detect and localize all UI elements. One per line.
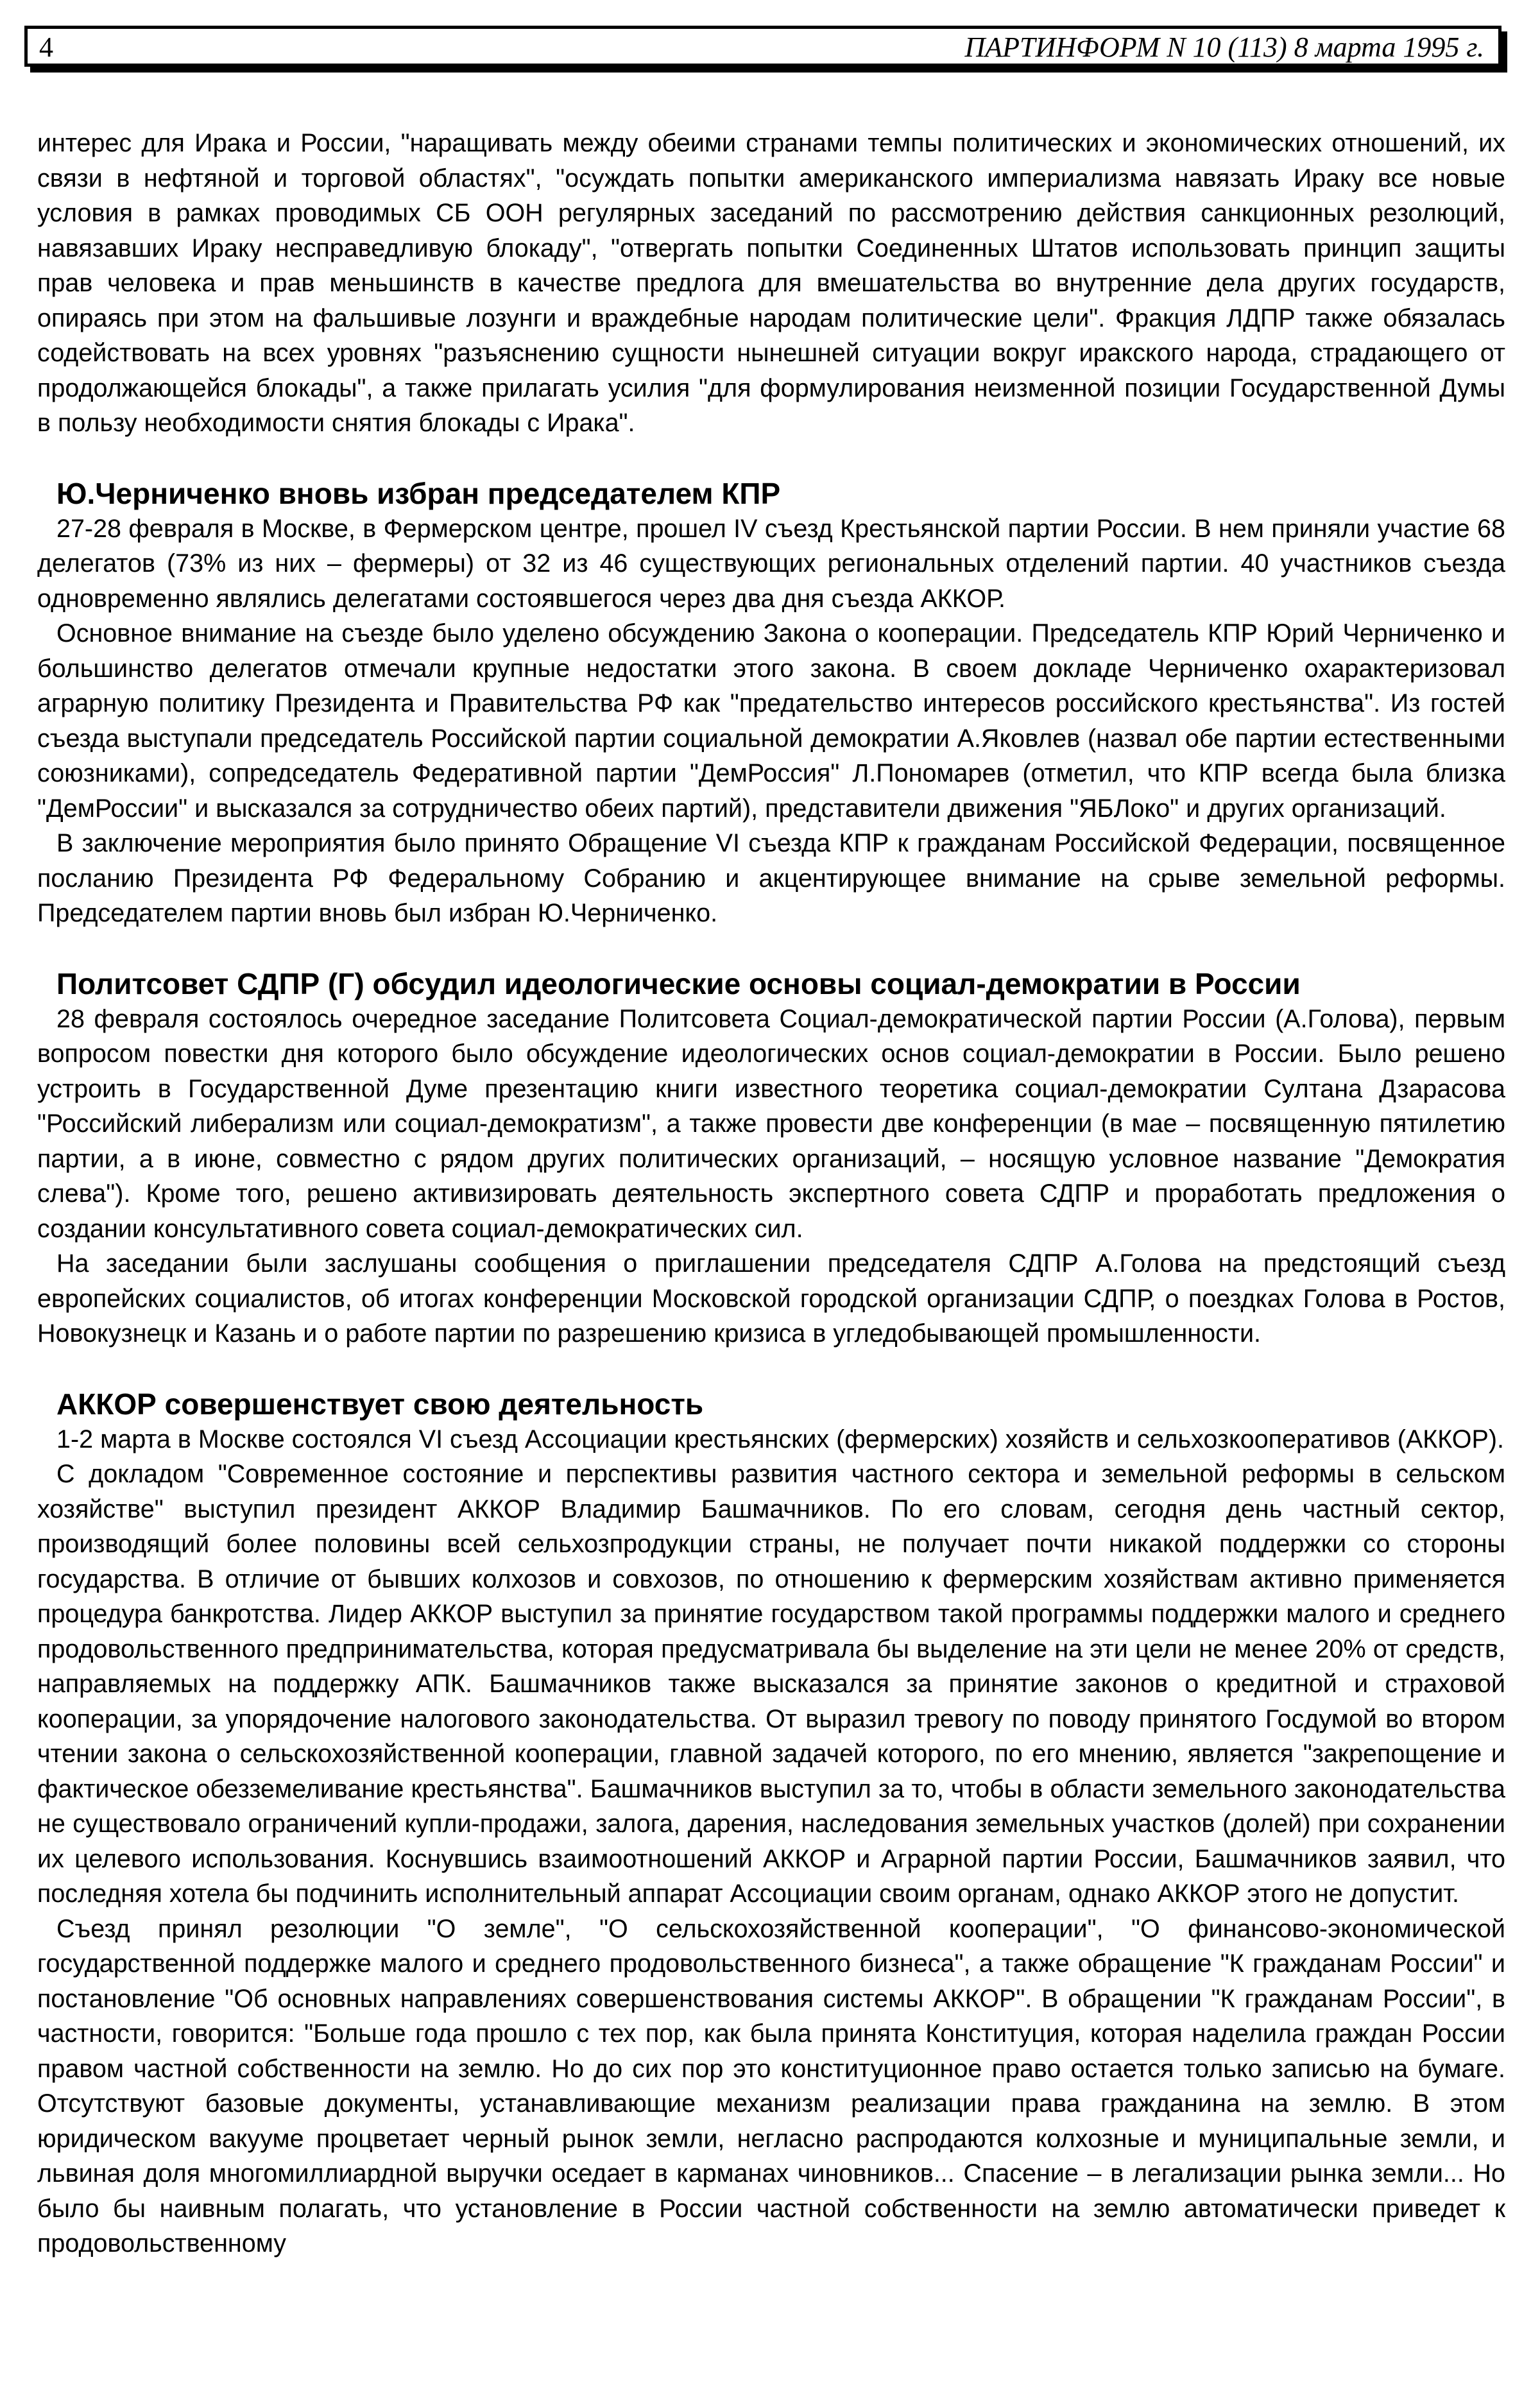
intro-paragraph: интерес для Ирака и России, "наращивать между обеими странами темпы политических и экономических отношений, их связи в нефтяной и торговой областях", "осуждать попытки американского империализма навязать Ираку все новые условия в рамках проводимых СБ ООН регулярных заседаний по рассмотрению действия санкционных резолюций, навязавших Ираку несправедливую блокаду", "отвергать попытки Соединенных Штатов использовать принцип защиты прав человека и прав меньшинств в качестве предлога для вмешательства во внутренние дела других государств, опираясь при этом на фальшивые лозунги и враждебные народам политические цели". Фракция ЛДПР также обязалась содействовать на всех уровнях "разъяснению сущности нынешней ситуации вокруг иракского народа, страдающего от продолжающейся блокады", а также прилагать усилия "для формулирования неизменной позиции Государственной Думы в пользу необходимости снятия блокады с Ирака". [37, 129, 1505, 437]
article-paragraph: В заключение мероприятия было принято Обращение VI съезда КПР к гражданам Российской Федерации, посвященное посланию Президента РФ Федеральному Собранию и акцентирующее внимание на срыве земельной реформы. Председателем партии вновь был избран Ю.Черниченко. [37, 829, 1505, 927]
issue-title: ПАРТИНФОРМ N 10 (113) 8 марта 1995 г. [964, 31, 1484, 63]
page-header [24, 26, 1502, 67]
section-gap [37, 1351, 1505, 1386]
section-gap [37, 441, 1505, 476]
article-title: Ю.Черниченко вновь избран председателем КПР [56, 476, 781, 510]
article-paragraph: 1-2 марта в Москве состоялся VI съезд Ассоциации крестьянских (фермерских) хозяйств и сельхозкооперативов (АККОР). [56, 1425, 1504, 1453]
section-gap [37, 931, 1505, 966]
article-paragraph: Съезд принял резолюции "О земле", "О сельскохозяйственной кооперации", "О финансово-экономической государственной поддержке малого и среднего продовольственного бизнеса", а также обращение "К гражданам России" и постановление "Об основных направлениях совершенствования системы АККОР". В обращении "К гражданам России", в частности, говорится: "Больше года прошло с тех пор, как была принята Конституция, которая наделила граждан России правом частной собственности на землю. Но до сих пор это конституционное право остается только записью на бумаге. Отсутствуют базовые документы, устанавливающие механизм реализации права гражданина на землю. В этом юридическом вакууме процветает черный рынок земли, негласно распродаются колхозные и муниципальные земли, и львиная доля многомиллиардной выручки оседает в карманах чиновников... Спасение – в легализации рынка земли... Но было бы наивным полагать, что установление в России частной собственности на землю автоматически приведет к продовольственному [37, 1914, 1505, 2258]
article-paragraph: С докладом "Современное состояние и перспективы развития частного сектора и земельной реформы в сельском хозяйстве" выступил президент АККОР Владимир Башмачников. По его словам, сегодня день частный сектор, производящий более половины всей сельхозпродукции страны, не получает почти никакой поддержки со стороны государства. В отличие от бывших колхозов и совхозов, по отношению к фермерским хозяйствам активно применяется процедура банкротства. Лидер АККОР выступил за принятие государством такой программы поддержки малого и среднего продовольственного предпринимательства, которая предусматривала бы выделение на эти цели не менее 20% от средств, направляемых на поддержку АПК. Башмачников также высказался за принятие законов о кредитной и страховой кооперации, за упорядочение налогового законодательства. От выразил тревогу по поводу принятого Госдумой во втором чтении закона о сельскохозяйственной кооперации, главной задачей которого, по его мнению, является "закрепощение и фактическое обезземеливание крестьянства". Башмачников выступил за то, чтобы в области земельного законодательства не существовало ограничений купли-продажи, залога, дарения, наследования земельных участков (долей) при сохранении их целевого использования. Коснувшись взаимоотношений АККОР и Аграрной партии России, Башмачников заявил, что последняя хотела бы подчинить исполнительный аппарат Ассоциации своим органам, однако АККОР этого не допустит. [37, 1460, 1505, 1908]
article-paragraph: На заседании были заслушаны сообщения о приглашении председателя СДПР А.Голова на предстоящий съезд европейских социалистов, об итогах конференции Московской городской организации СДПР, о поездках Голова в Ростов, Новокузнецк и Казань и о работе партии по разрешению кризиса в угледобывающей промышленности. [37, 1249, 1505, 1348]
article-body [37, 126, 1505, 2261]
article-paragraph: Основное внимание на съезде было уделено обсуждению Закона о кооперации. Председатель КПР Юрий Черниченко и большинство делегатов отмечали крупные недостатки этого закона. В своем докладе Черниченко охарактеризовал аграрную политику Президента и Правительства РФ как "предательство интересов российского крестьянства". Из гостей съезда выступали председатель Российской партии социальной демократии А.Яковлев (назвал обе партии естественными союзниками), сопредседатель Федеративной партии "ДемРоссия" Л.Пономарев (отметил, что КПР всегда была близка "ДемРоссии" и высказался за сотрудничество обеих партий), представители движения "ЯБЛоко" и других организаций. [37, 619, 1505, 823]
article-title: Политсовет СДПР (Г) обсудил идеологические основы социал-демократии в России [56, 966, 1301, 1000]
article-paragraph: 27-28 февраля в Москве, в Фермерском центре, прошел IV съезд Крестьянской партии России. В нем приняли участие 68 делегатов (73% из них – фермеры) от 32 из 46 существующих региональных отделений партии. 40 участников съезда одновременно являлись делегатами состоявшегося через два дня съезда АККОР. [37, 514, 1505, 613]
page-number: 4 [39, 31, 53, 63]
article-paragraph: 28 февраля состоялось очередное заседание Политсовета Социал-демократической партии России (А.Голова), первым вопросом повестки дня которого было обсуждение идеологических основ социал-демократии в России. Было решено устроить в Государственной Думе презентацию книги известного теоретика социал-демократии Султана Дзарасова "Российский либерализм или социал-демократизм", а также провести две конференции (в мае – посвященную пятилетию партии, а в июне, совместно с рядом других политических организаций, – носящую условное название "Демократия слева"). Кроме того, решено активизировать деятельность экспертного совета СДПР и проработать предложения о создании консультативного совета социал-демократических сил. [37, 1004, 1505, 1243]
article-title: АККОР совершенствует свою деятельность [56, 1387, 704, 1421]
